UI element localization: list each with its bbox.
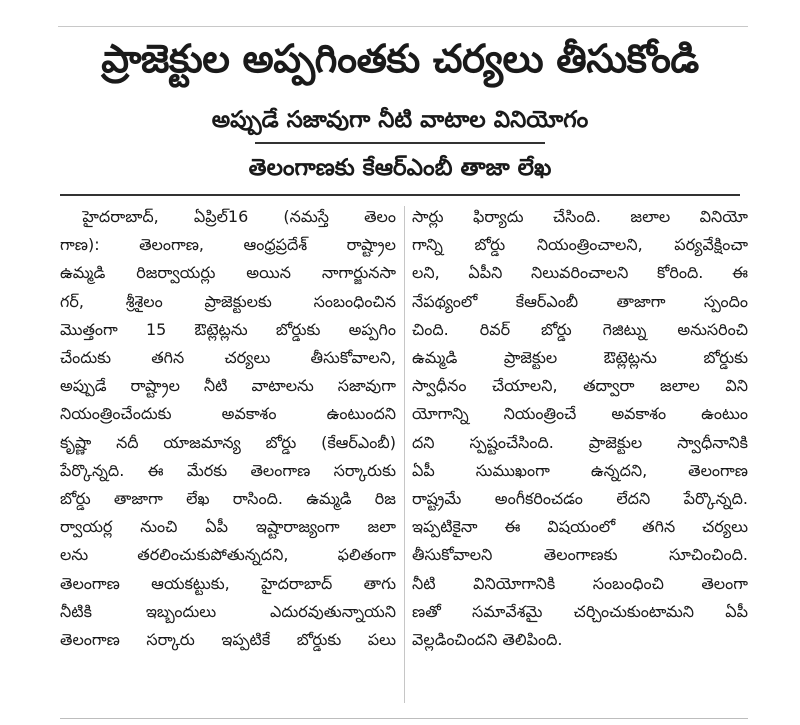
text-line: గర్, శ్రీశైలం ప్రాజెక్టులకు సంబంధించిన	[60, 291, 396, 311]
text-line: దని స్పష్టంచేసింది. ప్రాజెక్టుల స్వాధీనానికి	[412, 432, 748, 452]
header-divider	[60, 194, 740, 196]
text-line: యోగాన్ని నియంత్రించే అవకాశం ఉంటుం	[412, 404, 748, 424]
text-line: మొత్తంగా 15 ఔట్లెట్లను బోర్డుకు అప్పగిం	[60, 319, 396, 339]
text-line: తీసుకోవాలని తెలంగాణకు సూచించింది.	[412, 545, 748, 565]
text-line: చింది. రివర్ బోర్డు గెజిట్ను అనుసరించి	[412, 319, 748, 339]
text-line: ర్వాయర్ల నుంచి ఏపీ ఇష్టారాజ్యంగా జలా	[60, 517, 396, 537]
subheadline-divider	[255, 142, 545, 144]
text-line: నేపథ్యంలో కేఆర్ఎంబీ తాజాగా స్పందిం	[412, 291, 748, 311]
column-divider	[404, 206, 405, 703]
subheadline-1: అప్పుడే సజావుగా నీటి వాటాల వినియోగం	[211, 107, 589, 133]
text-line: బోర్డు తాజాగా లేఖ రాసింది. ఉమ్మడి రిజ	[60, 489, 396, 509]
text-line: ఏపీ సుముఖంగా ఉన్నదని, తెలంగాణ	[412, 460, 748, 480]
text-line: కృష్ణా నదీ యాజమాన్య బోర్డు (కేఆర్ఎంబీ)	[60, 432, 396, 452]
text-line: స్వాధీనం చేయాలని, తద్వారా జలాల విని	[412, 376, 748, 396]
text-line: పేర్కొన్నది. ఈ మేరకు తెలంగాణ సర్కారుకు	[60, 460, 396, 480]
text-line: నియంత్రించేందుకు అవకాశం ఉంటుందని	[60, 404, 396, 424]
bottom-rule	[60, 718, 748, 719]
subheadline-2: తెలంగాణకు కేఆర్ఎంబీ తాజా లేఖ	[248, 155, 552, 181]
text-line: వెల్లడించిందని తెలిపింది.	[412, 630, 563, 650]
text-line: గాన్ని బోర్డు నియంత్రించాలని, పర్యవేక్షించా	[412, 235, 748, 255]
text-line: ణతో సమావేశమై చర్చించుకుంటామని ఏపీ	[412, 601, 748, 621]
text-line: ఉమ్మడి ప్రాజెక్టుల ఔట్లెట్లను బోర్డుకు	[412, 348, 748, 368]
text-line: లను తరలించుకుపోతున్నదని, ఫలితంగా	[60, 545, 396, 565]
text-line: సార్లు ఫిర్యాదు చేసింది. జలాల వినియో	[412, 207, 748, 226]
text-line: రాష్ట్రమే అంగీకరించడం లేదని పేర్కొన్నది.	[412, 489, 748, 509]
text-line: లని, ఏపీని నిలువరించాలని కోరింది. ఈ	[412, 263, 748, 283]
article-column-right	[412, 203, 748, 654]
article-column-left	[60, 203, 396, 654]
text-line: గాణ): తెలంగాణ, ఆంధ్రప్రదేశ్ రాష్ట్రాల	[60, 235, 396, 255]
headline: ప్రాజెక్టుల అప్పగింతకు చర్యలు తీసుకోండి	[101, 37, 699, 82]
text-line: నీటి వినియోగానికి సంబంధించి తెలంగా	[412, 573, 748, 593]
text-line: ఇప్పటికైనా ఈ విషయంలో తగిన చర్యలు	[412, 517, 748, 537]
text-line: నీటికి ఇబ్బందులు ఎదురవుతున్నాయని	[60, 601, 396, 621]
text-line: అప్పుడే రాష్ట్రాల నీటి వాటాలను సజావుగా	[60, 376, 396, 396]
text-line: తెలంగాణ ఆయకట్టుకు, హైదరాబాద్ తాగు	[60, 573, 396, 593]
top-rule	[58, 26, 748, 27]
text-line: తెలంగాణ సర్కారు ఇప్పటికే బోర్డుకు పలు	[60, 630, 396, 650]
text-line: ఉమ్మడి రిజర్వాయర్లు అయిన నాగార్జునసా	[60, 263, 396, 283]
text-line: చేందుకు తగిన చర్యలు తీసుకోవాలని,	[60, 348, 396, 368]
text-line: హైదరాబాద్, ఏప్రిల్16 (నమస్తే తెలం	[82, 207, 396, 226]
